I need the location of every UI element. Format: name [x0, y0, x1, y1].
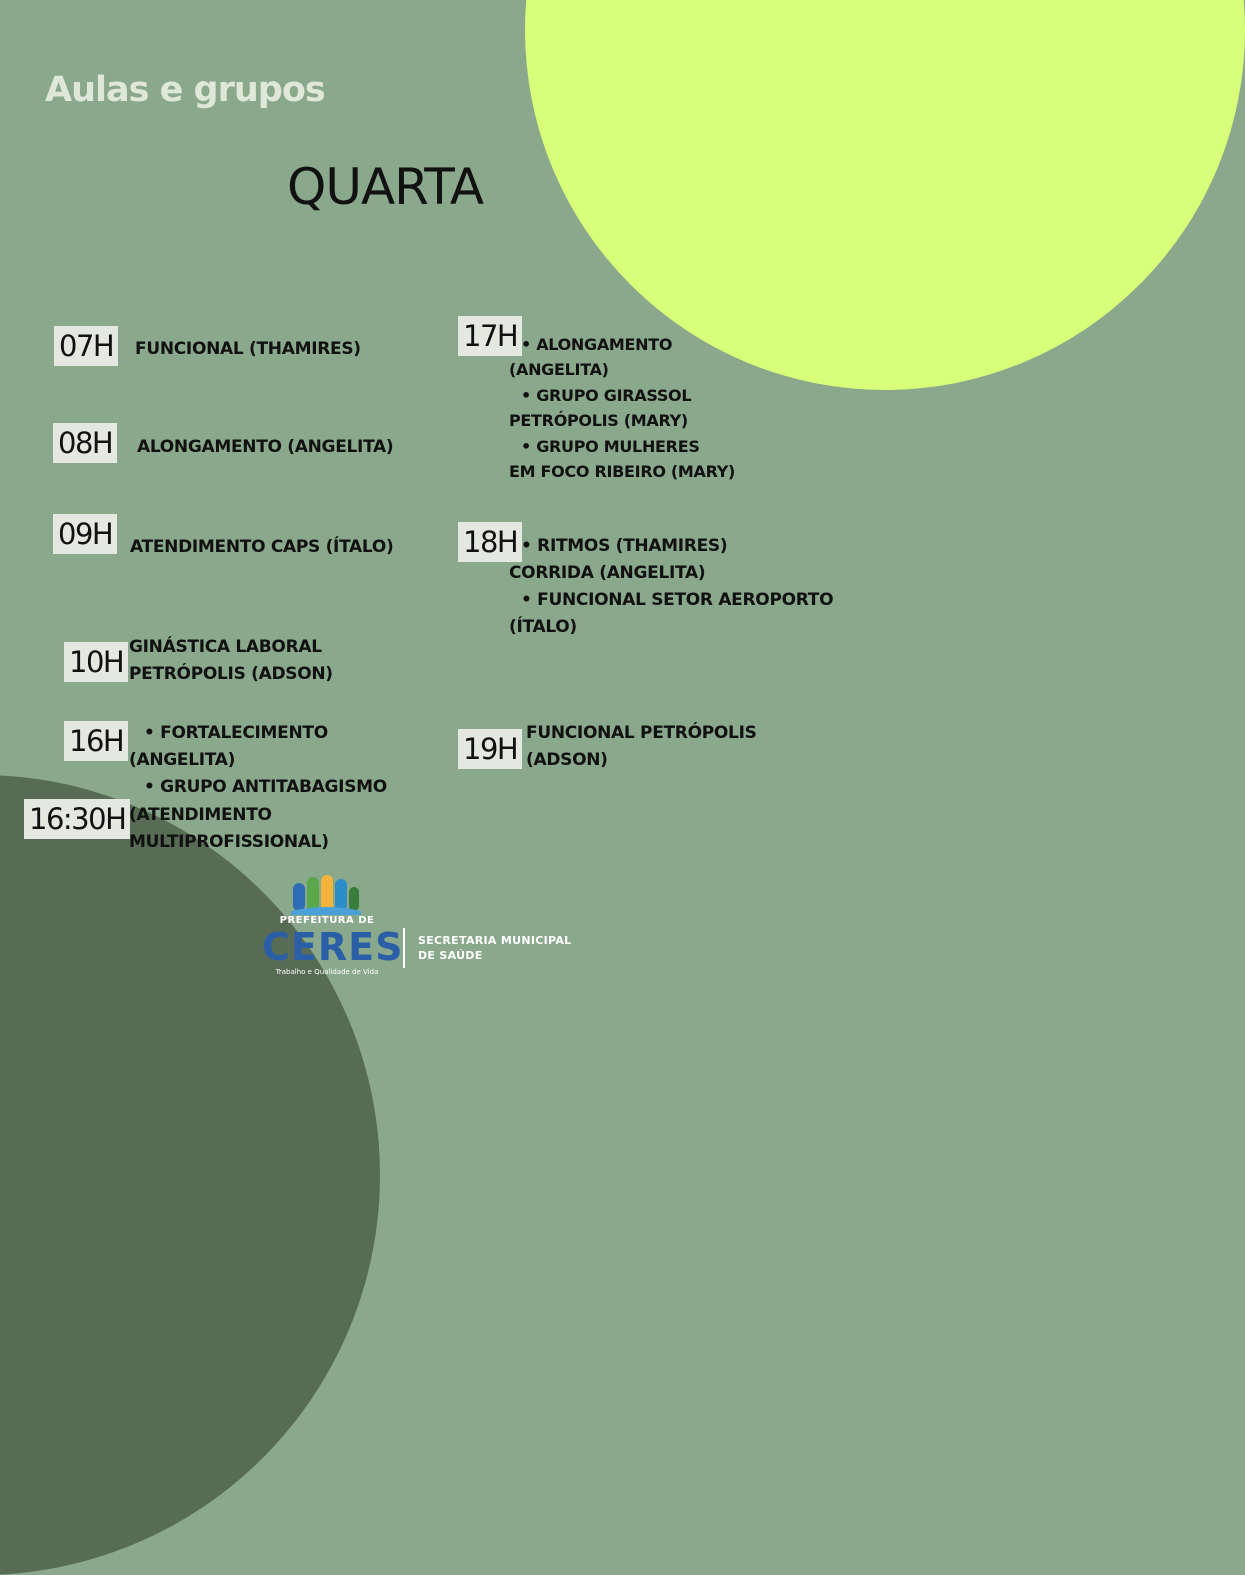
- schedule-line: EM FOCO RIBEIRO (MARY): [509, 462, 736, 482]
- schedule-line: • RITMOS (THAMIRES): [521, 536, 728, 556]
- secretaria-line: DE SAÚDE: [418, 949, 483, 962]
- schedule-line: PETRÓPOLIS (ADSON): [129, 664, 333, 684]
- schedule-line: • FUNCIONAL SETOR AEROPORTO: [521, 590, 834, 610]
- footer-divider: [403, 928, 405, 968]
- schedule-item-08h: [137, 434, 393, 461]
- schedule-line: • FORTALECIMENTO: [144, 723, 328, 743]
- schedule-line: ALONGAMENTO (ANGELITA): [137, 437, 394, 457]
- time-tag-1630h: 16:30H: [24, 799, 130, 839]
- schedule-line: FUNCIONAL PETRÓPOLIS: [526, 723, 757, 743]
- logo-top-text: PREFEITURA DE: [279, 915, 375, 926]
- schedule-item-19h: [526, 720, 757, 774]
- secretaria-line: SECRETARIA MUNICIPAL: [418, 934, 572, 947]
- schedule-line: FUNCIONAL (THAMIRES): [135, 339, 361, 359]
- schedule-line: CORRIDA (ANGELITA): [509, 563, 706, 583]
- schedule-line: GINÁSTICA LABORAL: [129, 637, 322, 657]
- schedule-line: • ALONGAMENTO: [521, 335, 673, 354]
- schedule-line: (ATENDIMENTO: [129, 805, 272, 825]
- schedule-item-18h: [509, 533, 834, 641]
- time-tag-17h: 17H: [458, 316, 522, 356]
- time-tag-10h: 10H: [64, 642, 128, 682]
- schedule-line: (ANGELITA): [509, 360, 609, 380]
- schedule-line: • GRUPO ANTITABAGISMO: [144, 777, 387, 797]
- schedule-item-07h: [135, 336, 361, 363]
- schedule-line: (ADSON): [526, 750, 608, 770]
- schedule-item-16h: [129, 720, 387, 801]
- logo-name: CERES: [262, 925, 404, 969]
- schedule-item-1630h: [129, 802, 329, 856]
- schedule-line: ATENDIMENTO CAPS (ÍTALO): [130, 537, 394, 557]
- page-title: Aulas e grupos: [45, 70, 325, 110]
- logo-tagline: Trabalho e Qualidade de Vida: [275, 968, 379, 976]
- time-tag-18h: 18H: [458, 522, 522, 562]
- schedule-line: • GRUPO MULHERES: [521, 436, 700, 456]
- schedule-item-10h: [129, 634, 333, 688]
- schedule-line: • GRUPO GIRASSOL: [521, 385, 692, 405]
- schedule-item-09h: [130, 534, 393, 561]
- schedule-line: (ANGELITA): [129, 750, 236, 770]
- time-tag-09h: 09H: [53, 514, 117, 554]
- time-tag-16h: 16H: [64, 721, 128, 761]
- time-tag-08h: 08H: [53, 423, 117, 463]
- prefeitura-logo: [262, 875, 404, 980]
- time-tag-19h: 19H: [458, 729, 522, 769]
- day-heading: QUARTA: [287, 158, 484, 216]
- schedule-line: PETRÓPOLIS (MARY): [509, 411, 688, 431]
- time-tag-07h: 07H: [54, 326, 118, 366]
- schedule-line: (ÍTALO): [509, 617, 577, 637]
- secretaria-label: [418, 933, 571, 963]
- schedule-line: MULTIPROFISSIONAL): [129, 832, 329, 852]
- schedule-item-17h: [509, 332, 735, 484]
